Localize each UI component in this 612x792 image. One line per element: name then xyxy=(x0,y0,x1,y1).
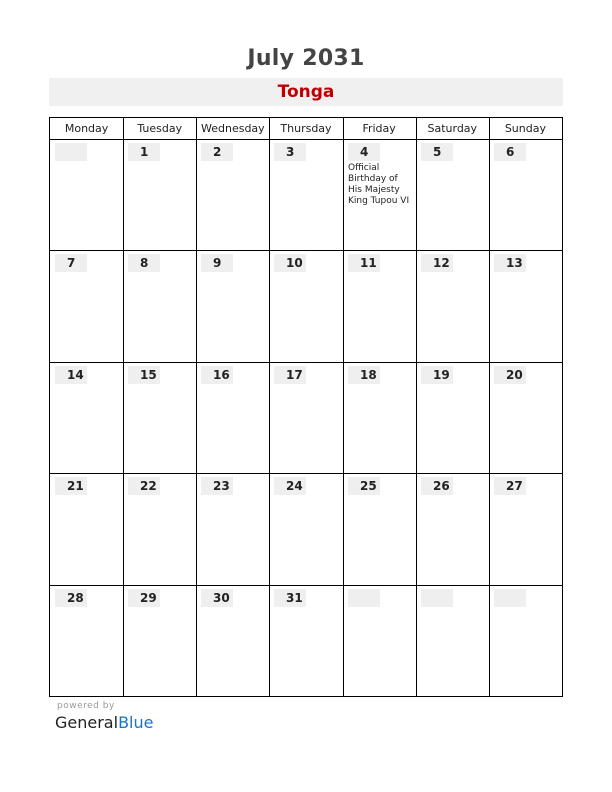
holiday-event-line: King Tupou VI xyxy=(348,196,410,206)
day-cell-16[interactable] xyxy=(197,363,269,473)
brand-general: General xyxy=(55,713,119,732)
day-cell-8[interactable] xyxy=(124,251,196,361)
holiday-event-line: Birthday of xyxy=(348,174,398,184)
day-number: 11 xyxy=(348,254,380,272)
day-number: 12 xyxy=(421,254,453,272)
brand-blue: Blue xyxy=(118,713,154,732)
country-name: Tonga xyxy=(277,82,335,102)
day-number: 27 xyxy=(494,477,526,495)
day-number: 10 xyxy=(274,254,306,272)
day-number: 17 xyxy=(274,366,306,384)
day-number: 24 xyxy=(274,477,306,495)
day-cell-30[interactable] xyxy=(197,586,269,696)
day-number: 19 xyxy=(421,366,453,384)
day-cell-31[interactable] xyxy=(270,586,342,696)
day-cell-7[interactable] xyxy=(51,251,123,361)
powered-by-label: powered by xyxy=(57,701,115,711)
day-number: 31 xyxy=(274,589,306,607)
day-cell-10[interactable] xyxy=(270,251,342,361)
calendar-title: July 2031 xyxy=(247,46,365,71)
day-cell-6[interactable] xyxy=(490,140,562,250)
day-cell-5[interactable] xyxy=(417,140,489,250)
weekday-monday: Monday xyxy=(64,122,109,135)
day-number: 6 xyxy=(494,143,526,161)
generalblue-logo xyxy=(55,713,153,732)
day-cell-18[interactable] xyxy=(344,363,416,473)
day-number: 15 xyxy=(128,366,160,384)
empty-day-cell[interactable] xyxy=(51,140,123,250)
holiday-event-line: His Majesty xyxy=(348,185,400,195)
day-number xyxy=(55,143,87,161)
day-cell-15[interactable] xyxy=(124,363,196,473)
weekday-saturday: Saturday xyxy=(427,122,478,135)
weekday-thursday: Thursday xyxy=(280,122,332,135)
day-number: 14 xyxy=(55,366,87,384)
day-cell-27[interactable] xyxy=(490,474,562,584)
day-number: 9 xyxy=(201,254,233,272)
day-cell-19[interactable] xyxy=(417,363,489,473)
day-cell-22[interactable] xyxy=(124,474,196,584)
weekday-sunday: Sunday xyxy=(504,122,546,135)
day-cell-29[interactable] xyxy=(124,586,196,696)
day-number: 8 xyxy=(128,254,160,272)
day-number: 29 xyxy=(128,589,160,607)
day-cell-4[interactable] xyxy=(344,140,416,250)
day-cell-26[interactable] xyxy=(417,474,489,584)
day-number: 1 xyxy=(128,143,160,161)
day-number: 4 xyxy=(348,143,380,161)
day-number: 2 xyxy=(201,143,233,161)
day-cell-21[interactable] xyxy=(51,474,123,584)
empty-day-cell[interactable] xyxy=(490,586,562,696)
day-cell-28[interactable] xyxy=(51,586,123,696)
day-number: 21 xyxy=(55,477,87,495)
day-number: 13 xyxy=(494,254,526,272)
day-cell-14[interactable] xyxy=(51,363,123,473)
day-cell-11[interactable] xyxy=(344,251,416,361)
holiday-event-line: Official xyxy=(348,163,380,173)
day-cell-23[interactable] xyxy=(197,474,269,584)
calendar-grid xyxy=(49,117,563,697)
holiday-event xyxy=(348,163,416,207)
day-number: 23 xyxy=(201,477,233,495)
day-number: 20 xyxy=(494,366,526,384)
day-number: 3 xyxy=(274,143,306,161)
day-number: 30 xyxy=(201,589,233,607)
weekday-wednesday: Wednesday xyxy=(201,122,265,135)
day-cell-25[interactable] xyxy=(344,474,416,584)
day-number xyxy=(348,589,380,607)
day-cell-1[interactable] xyxy=(124,140,196,250)
day-number xyxy=(421,589,453,607)
day-number: 25 xyxy=(348,477,380,495)
day-cell-20[interactable] xyxy=(490,363,562,473)
day-number: 28 xyxy=(55,589,87,607)
day-cell-17[interactable] xyxy=(270,363,342,473)
day-cell-24[interactable] xyxy=(270,474,342,584)
day-cell-12[interactable] xyxy=(417,251,489,361)
day-cell-9[interactable] xyxy=(197,251,269,361)
empty-day-cell[interactable] xyxy=(417,586,489,696)
day-cell-2[interactable] xyxy=(197,140,269,250)
day-number xyxy=(494,589,526,607)
day-number: 7 xyxy=(55,254,87,272)
day-cell-3[interactable] xyxy=(270,140,342,250)
day-number: 22 xyxy=(128,477,160,495)
day-number: 16 xyxy=(201,366,233,384)
day-number: 5 xyxy=(421,143,453,161)
weekday-tuesday: Tuesday xyxy=(137,122,183,135)
day-cell-13[interactable] xyxy=(490,251,562,361)
day-number: 26 xyxy=(421,477,453,495)
country-banner xyxy=(49,78,563,106)
empty-day-cell[interactable] xyxy=(344,586,416,696)
day-number: 18 xyxy=(348,366,380,384)
weekday-header-row xyxy=(50,118,562,140)
weekday-friday: Friday xyxy=(362,122,396,135)
